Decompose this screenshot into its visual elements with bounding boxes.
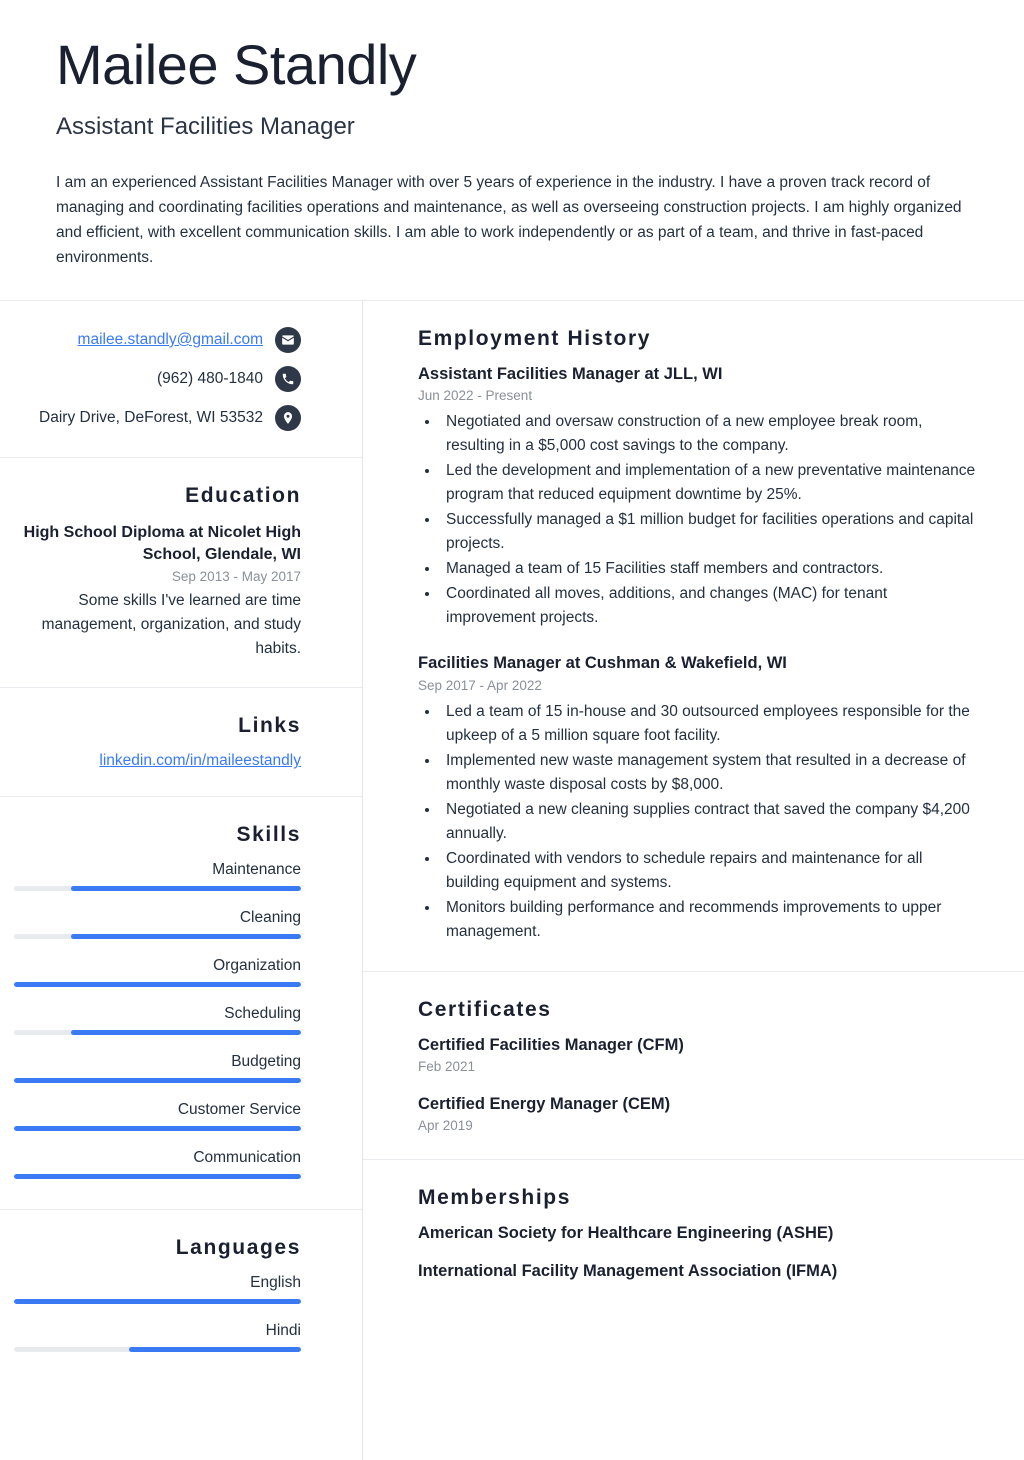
employment-heading: Employment History <box>418 326 652 350</box>
language-bar-track <box>14 1347 301 1352</box>
certificate-title: Certified Facilities Manager (CFM) <box>418 1035 684 1054</box>
list-item: • Coordinated with vendors to schedule repairs and maintenance for all building equipment and systems. <box>440 847 980 895</box>
skill-label: Organization <box>213 957 301 975</box>
skill-bar-fill <box>14 1174 301 1179</box>
linkedin-link[interactable]: linkedin.com/in/maileestandly <box>99 752 301 770</box>
list-item: • Negotiated and oversaw construction of a new employee break room, resulting in a $5,000 cost savings to the company. <box>440 410 980 458</box>
skill-label: Maintenance <box>212 861 301 879</box>
skill-item <box>14 1005 301 1035</box>
skill-item <box>14 957 301 987</box>
skills-heading: Skills <box>236 823 301 847</box>
employment-list <box>418 363 980 944</box>
employment-title: Assistant Facilities Manager at JLL, WI <box>418 364 723 383</box>
certificate-date: Feb 2021 <box>418 1059 476 1075</box>
skill-item <box>14 1101 301 1131</box>
skill-bar-fill <box>14 1126 301 1131</box>
list-item: • Led a team of 15 in-house and 30 outsourced employees responsible for the upkeep of a 5 million square foot facility. <box>440 700 980 748</box>
skill-bar-track <box>14 1078 301 1083</box>
skill-bar-track <box>14 1030 301 1035</box>
phone-number: (962) 480-1840 <box>157 369 263 387</box>
skill-bar-fill <box>71 886 301 891</box>
languages-block <box>0 1210 362 1382</box>
links-heading: Links <box>238 714 301 738</box>
certificates-list <box>418 1034 980 1134</box>
memberships-block <box>363 1160 1024 1308</box>
education-date: Sep 2013 - May 2017 <box>171 569 301 585</box>
certificate-title: Certified Energy Manager (CEM) <box>418 1095 671 1114</box>
skill-label: Budgeting <box>231 1053 301 1071</box>
list-item: • Coordinated all moves, additions, and changes (MAC) for tenant improvement projects. <box>440 582 980 630</box>
employment-date: Jun 2022 - Present <box>418 388 533 404</box>
employment-item <box>418 363 980 630</box>
list-item: • Implemented new waste management system that resulted in a decrease of monthly waste disposal costs by $8,000. <box>440 749 980 797</box>
skill-bar-track <box>14 982 301 987</box>
language-label: English <box>250 1274 301 1292</box>
skill-bar-track <box>14 1174 301 1179</box>
membership-item: American Society for Healthcare Engineering (ASHE) <box>418 1224 834 1243</box>
sidebar-column <box>0 301 363 1460</box>
employment-title: Facilities Manager at Cushman & Wakefield, WI <box>418 654 787 673</box>
languages-heading: Languages <box>175 1236 301 1260</box>
contact-row-phone <box>14 366 301 392</box>
email-link[interactable]: mailee.standly@gmail.com <box>77 330 263 348</box>
skills-block <box>0 797 362 1210</box>
list-item: • Negotiated a new cleaning supplies contract that saved the company $4,200 annually. <box>440 798 980 846</box>
memberships-heading: Memberships <box>418 1186 571 1210</box>
certificates-block <box>363 972 1024 1161</box>
skill-item <box>14 1149 301 1179</box>
skill-item <box>14 861 301 891</box>
employment-block <box>363 301 1024 972</box>
certificate-date: Apr 2019 <box>418 1118 473 1134</box>
list-item: • Led the development and implementation of a new preventative maintenance program that reduced equipment downtime by 25%. <box>440 459 980 507</box>
certificate-item <box>418 1034 980 1074</box>
employment-bullets <box>440 410 980 630</box>
skill-bar-track <box>14 1126 301 1131</box>
skill-bar-fill <box>71 934 301 939</box>
skill-label: Customer Service <box>177 1101 301 1119</box>
education-degree: High School Diploma at Nicolet High School, Glendale, WI <box>23 523 301 564</box>
contact-row-address <box>14 405 301 431</box>
skill-bar-track <box>14 886 301 891</box>
education-heading: Education <box>185 483 301 507</box>
job-title: Assistant Facilities Manager <box>56 112 355 140</box>
links-block <box>0 688 362 797</box>
skill-item <box>14 909 301 939</box>
language-item <box>14 1322 301 1352</box>
skill-bar-track <box>14 934 301 939</box>
resume-header <box>0 0 1024 270</box>
education-description: Some skills I've learned are time management, organization, and study habits. <box>41 592 301 658</box>
language-bar-fill <box>14 1299 301 1304</box>
phone-icon <box>275 366 301 392</box>
skill-bar-fill <box>71 1030 301 1035</box>
list-item: • Managed a team of 15 Facilities staff members and contractors. <box>440 557 980 581</box>
skill-label: Communication <box>193 1149 301 1167</box>
page-title: Mailee Standly <box>56 33 417 96</box>
employment-item <box>418 652 980 943</box>
languages-list <box>14 1274 301 1352</box>
skills-list <box>14 861 301 1179</box>
address-text: Dairy Drive, DeForest, WI 53532 <box>39 408 263 426</box>
skill-label: Scheduling <box>224 1005 301 1023</box>
language-item <box>14 1274 301 1304</box>
language-bar-track <box>14 1299 301 1304</box>
map-pin-icon <box>275 405 301 431</box>
contact-row-email[interactable] <box>14 327 301 353</box>
memberships-list <box>418 1222 980 1282</box>
envelope-icon <box>275 327 301 353</box>
membership-item: International Facility Management Association (IFMA) <box>418 1261 838 1280</box>
language-label: Hindi <box>265 1322 301 1340</box>
education-item <box>14 522 301 661</box>
list-item: • Successfully managed a $1 million budget for facilities operations and capital projects. <box>440 508 980 556</box>
contact-block <box>0 301 362 458</box>
profile-summary: I am an experienced Assistant Facilities Manager with over 5 years of experience in the industry. I have a proven track record of managing and coordinating facilities operations and maintenance, as well as overseeing construction projects. I am highly organized and efficient, with excellent communication skills. I am able to work independently or as part of a team, and thrive in fast-paced environments. <box>56 173 962 266</box>
employment-date: Sep 2017 - Apr 2022 <box>418 677 542 693</box>
skill-bar-fill <box>14 1078 301 1083</box>
list-item: • Monitors building performance and recommends improvements to upper management. <box>440 896 980 944</box>
skill-item <box>14 1053 301 1083</box>
resume-body <box>0 300 1024 1460</box>
employment-bullets <box>440 700 980 944</box>
certificates-heading: Certificates <box>418 997 552 1021</box>
skill-bar-fill <box>14 982 301 987</box>
skill-label: Cleaning <box>239 909 301 927</box>
language-bar-fill <box>129 1347 301 1352</box>
main-column <box>363 301 1024 1460</box>
certificate-item <box>418 1093 980 1133</box>
education-block <box>0 458 362 688</box>
